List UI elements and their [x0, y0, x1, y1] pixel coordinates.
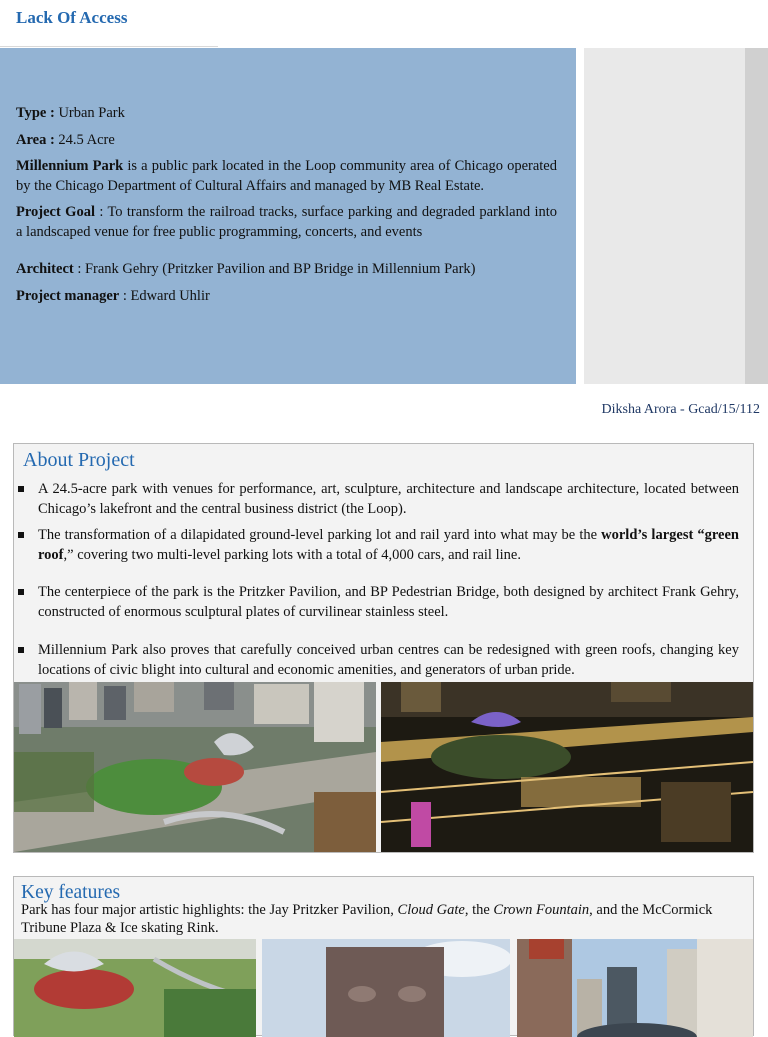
bullet-text: The transformation of a dilapidated ground-level parking lot and rail yard into what may be the — [38, 527, 602, 543]
park-desc-text: is a public park located in the Loop community area of Chicago operated by the Chicago Department of Cultural Affairs and managed by MB Real Estate. — [16, 158, 557, 194]
about-bullet — [38, 641, 739, 680]
crown-fountain-photo — [262, 939, 510, 1037]
architect-line — [16, 260, 557, 280]
bullet-text: ,” covering two multi-level parking lots with a total of 4,000 cars, and rail line. — [63, 546, 521, 563]
park-aerial-night-photo — [381, 682, 753, 852]
key-text-part: Park has four major artistic highlights: the Jay Pritzker Pavilion, — [21, 902, 398, 918]
bullet-text: A 24.5-acre park with venues for performance, art, sculpture, architecture and landscape architecture, located between Chicago’s lakefront and the central business district (the Loop). — [38, 481, 739, 517]
about-heading: About Project — [23, 449, 135, 471]
title-divider — [0, 46, 218, 47]
park-description — [16, 157, 557, 196]
type-line — [16, 104, 557, 124]
area-label: Area : — [16, 131, 55, 148]
side-strip — [745, 48, 768, 384]
key-features-heading: Key features — [21, 882, 121, 903]
type-label: Type : — [16, 105, 55, 121]
area-line — [16, 131, 557, 151]
key-text-italic: Crown Fountain — [493, 902, 590, 918]
key-text-part: , and the McCormick Tribune Plaza & Ice skating Rink. — [21, 902, 713, 936]
goal-text: : To transform the railroad tracks, surface parking and degraded parkland into a landscaped venue for free public programming, concerts, and events — [16, 204, 557, 240]
pavilion-photo — [14, 939, 256, 1037]
manager-label: Project manager — [16, 287, 120, 304]
park-name: Millennium Park — [16, 158, 124, 174]
city-skyline-photo — [517, 939, 753, 1037]
manager-text: : Edward Uhlir — [119, 287, 210, 304]
side-panel — [584, 48, 745, 384]
type-value: Urban Park — [54, 105, 125, 121]
project-goal — [16, 203, 557, 242]
page-title: Lack Of Access — [16, 8, 128, 27]
key-text-part: , the — [464, 902, 494, 918]
about-bullet — [38, 526, 739, 565]
project-info-panel — [0, 48, 576, 384]
about-project-section — [13, 443, 754, 853]
architect-label: Architect — [16, 261, 74, 277]
about-bullet — [38, 583, 739, 622]
about-bullet — [38, 480, 739, 519]
architect-text: : Frank Gehry (Pritzker Pavilion and BP Bridge in Millennium Park) — [73, 261, 476, 277]
bullet-text: Millennium Park also proves that carefully conceived urban centres can be redesigned with green roofs, changing key locations of civic blight into cultural and economic amenities, and generators of urban pride. — [38, 642, 739, 678]
area-value: 24.5 Acre — [54, 131, 115, 148]
park-aerial-day-photo — [14, 682, 376, 852]
key-text-italic: Cloud Gate — [397, 902, 465, 918]
author-credit: Diksha Arora - Gcad/15/112 — [601, 402, 760, 417]
goal-label: Project Goal — [16, 204, 95, 220]
manager-line — [16, 287, 557, 307]
key-features-section — [13, 876, 754, 1036]
bullet-bold-text: world’s largest “green roof — [38, 527, 739, 563]
bullet-text: The centerpiece of the park is the Pritzker Pavilion, and BP Pedestrian Bridge, both designed by architect Frank Gehry, constructed of enormous sculptural plates of curvilinear stainless steel. — [38, 584, 739, 620]
key-features-text — [21, 901, 743, 937]
